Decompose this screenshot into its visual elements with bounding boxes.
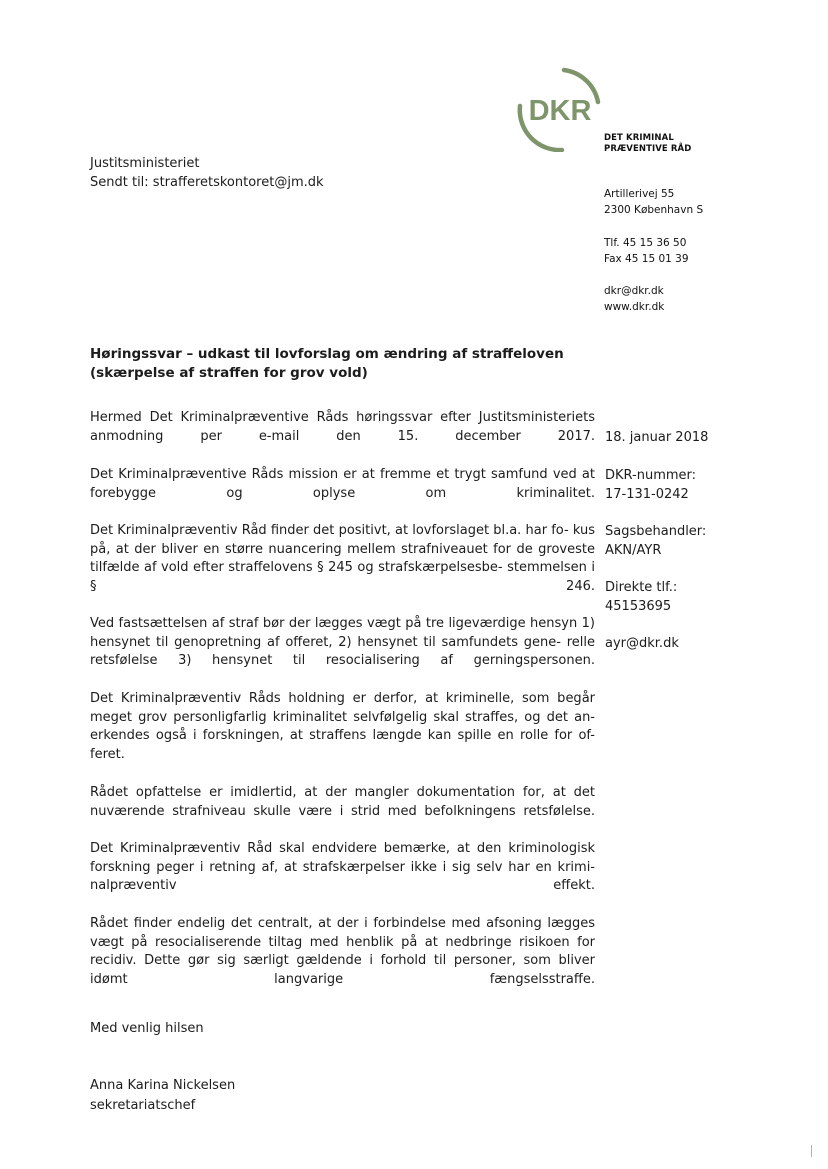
direct-phone-block bbox=[605, 579, 677, 616]
recipient-email: Sendt til: strafferetskontoret@jm.dk bbox=[90, 175, 324, 190]
paragraph-position: Det Kriminalpræventiv Råds holdning er derfor, at kriminelle, som begår meget grov personligfarlig kriminalitet selvfølgelig skal straffes, og det an- erkendes også i forskningen, at straffens længde kan spille en rolle for of- feret. bbox=[90, 691, 595, 762]
org-email: dkr@dkr.dk bbox=[604, 285, 664, 297]
phone-block bbox=[604, 235, 689, 267]
recipient-block bbox=[90, 154, 324, 192]
web-block bbox=[604, 283, 664, 315]
org-name-line1: DET KRIMINAL bbox=[604, 133, 674, 143]
closing-greeting: Med venlig hilsen bbox=[90, 1021, 204, 1036]
org-name bbox=[604, 133, 691, 155]
paragraph-intro: Hermed Det Kriminalpræventive Råds høringssvar efter Justitsministeriets anmodning per e-mail den 15. december 2017. bbox=[90, 410, 595, 444]
reference-number: 17-131-0242 bbox=[605, 486, 689, 502]
fax-number: Fax 45 15 01 39 bbox=[604, 253, 689, 265]
dkr-logo bbox=[512, 62, 610, 152]
case-handler-block bbox=[605, 523, 706, 560]
subject-heading bbox=[90, 345, 564, 383]
subject-line1: Høringssvar – udkast til lovforslag om ændring af straffeloven bbox=[90, 346, 564, 362]
address-street: Artillerivej 55 bbox=[604, 188, 675, 200]
letter-date: 18. januar 2018 bbox=[605, 430, 709, 445]
paragraph-resocialization: Rådet finder endelig det centralt, at der i forbindelse med afsoning lægges vægt på resocialiserende tiltag med henblik på at nedbringe risikoen for recidiv. Dette gør sig særligt gældende i forhold til personer, som bliver idømt langvarige fængselsstraffe. bbox=[90, 916, 595, 987]
address-city: 2300 København S bbox=[604, 204, 704, 216]
reference-label: DKR-nummer: bbox=[605, 468, 697, 483]
signer-title: sekretariatschef bbox=[90, 1097, 196, 1113]
paragraph-mission: Det Kriminalpræventive Råds mission er at fremme et trygt samfund ved at forebygge og oplyse om kriminalitet. bbox=[90, 467, 595, 501]
paragraph-considerations: Ved fastsættelsen af straf bør der lægges vægt på tre ligeværdige hensyn 1) hensynet til genopretning af offeret, 2) hensynet til samfundets gene- relle retsfølelse 3) hensynet til resocialisering af gerningspersonen. bbox=[90, 616, 595, 668]
logo-text: DKR bbox=[528, 95, 592, 127]
address-block bbox=[604, 186, 703, 218]
reference-block bbox=[605, 467, 696, 504]
scan-mark bbox=[811, 1145, 812, 1157]
case-handler-label: Sagsbehandler: bbox=[605, 524, 707, 539]
case-handler-initials: AKN/AYR bbox=[605, 542, 662, 558]
subject-line2: (skærpelse af straffen for grov vold) bbox=[90, 365, 368, 381]
org-website: www.dkr.dk bbox=[604, 301, 665, 313]
paragraph-documentation: Rådet opfattelse er imidlertid, at der mangler dokumentation for, at det nuværende strafniveau skulle være i strid med befolkningens retsfølelse. bbox=[90, 785, 595, 819]
org-name-line2: PRÆVENTIVE RÅD bbox=[604, 144, 692, 154]
contact-email: ayr@dkr.dk bbox=[605, 636, 679, 651]
signer-name: Anna Karina Nickelsen bbox=[90, 1078, 236, 1093]
paragraph-positive: Det Kriminalpræventiv Råd finder det positivt, at lovforslaget bl.a. har fo- kus på, at der bliver en større nuancering mellem strafniveauet for de groveste tilfælde af vold efter straffelovens § 245 og strafskærpelsesbe- stemmelsen i § 246. bbox=[90, 523, 595, 594]
signature-block bbox=[90, 1076, 235, 1115]
direct-phone-number: 45153695 bbox=[605, 598, 672, 614]
recipient-name: Justitsministeriet bbox=[90, 156, 200, 171]
direct-phone-label: Direkte tlf.: bbox=[605, 580, 678, 595]
paragraph-research: Det Kriminalpræventiv Råd skal endvidere bemærke, at den kriminologisk forskning peger i retning af, at strafskærpelser ikke i sig selv har en krimi- nalpræventiv effekt. bbox=[90, 841, 595, 893]
phone-number: Tlf. 45 15 36 50 bbox=[604, 237, 687, 249]
